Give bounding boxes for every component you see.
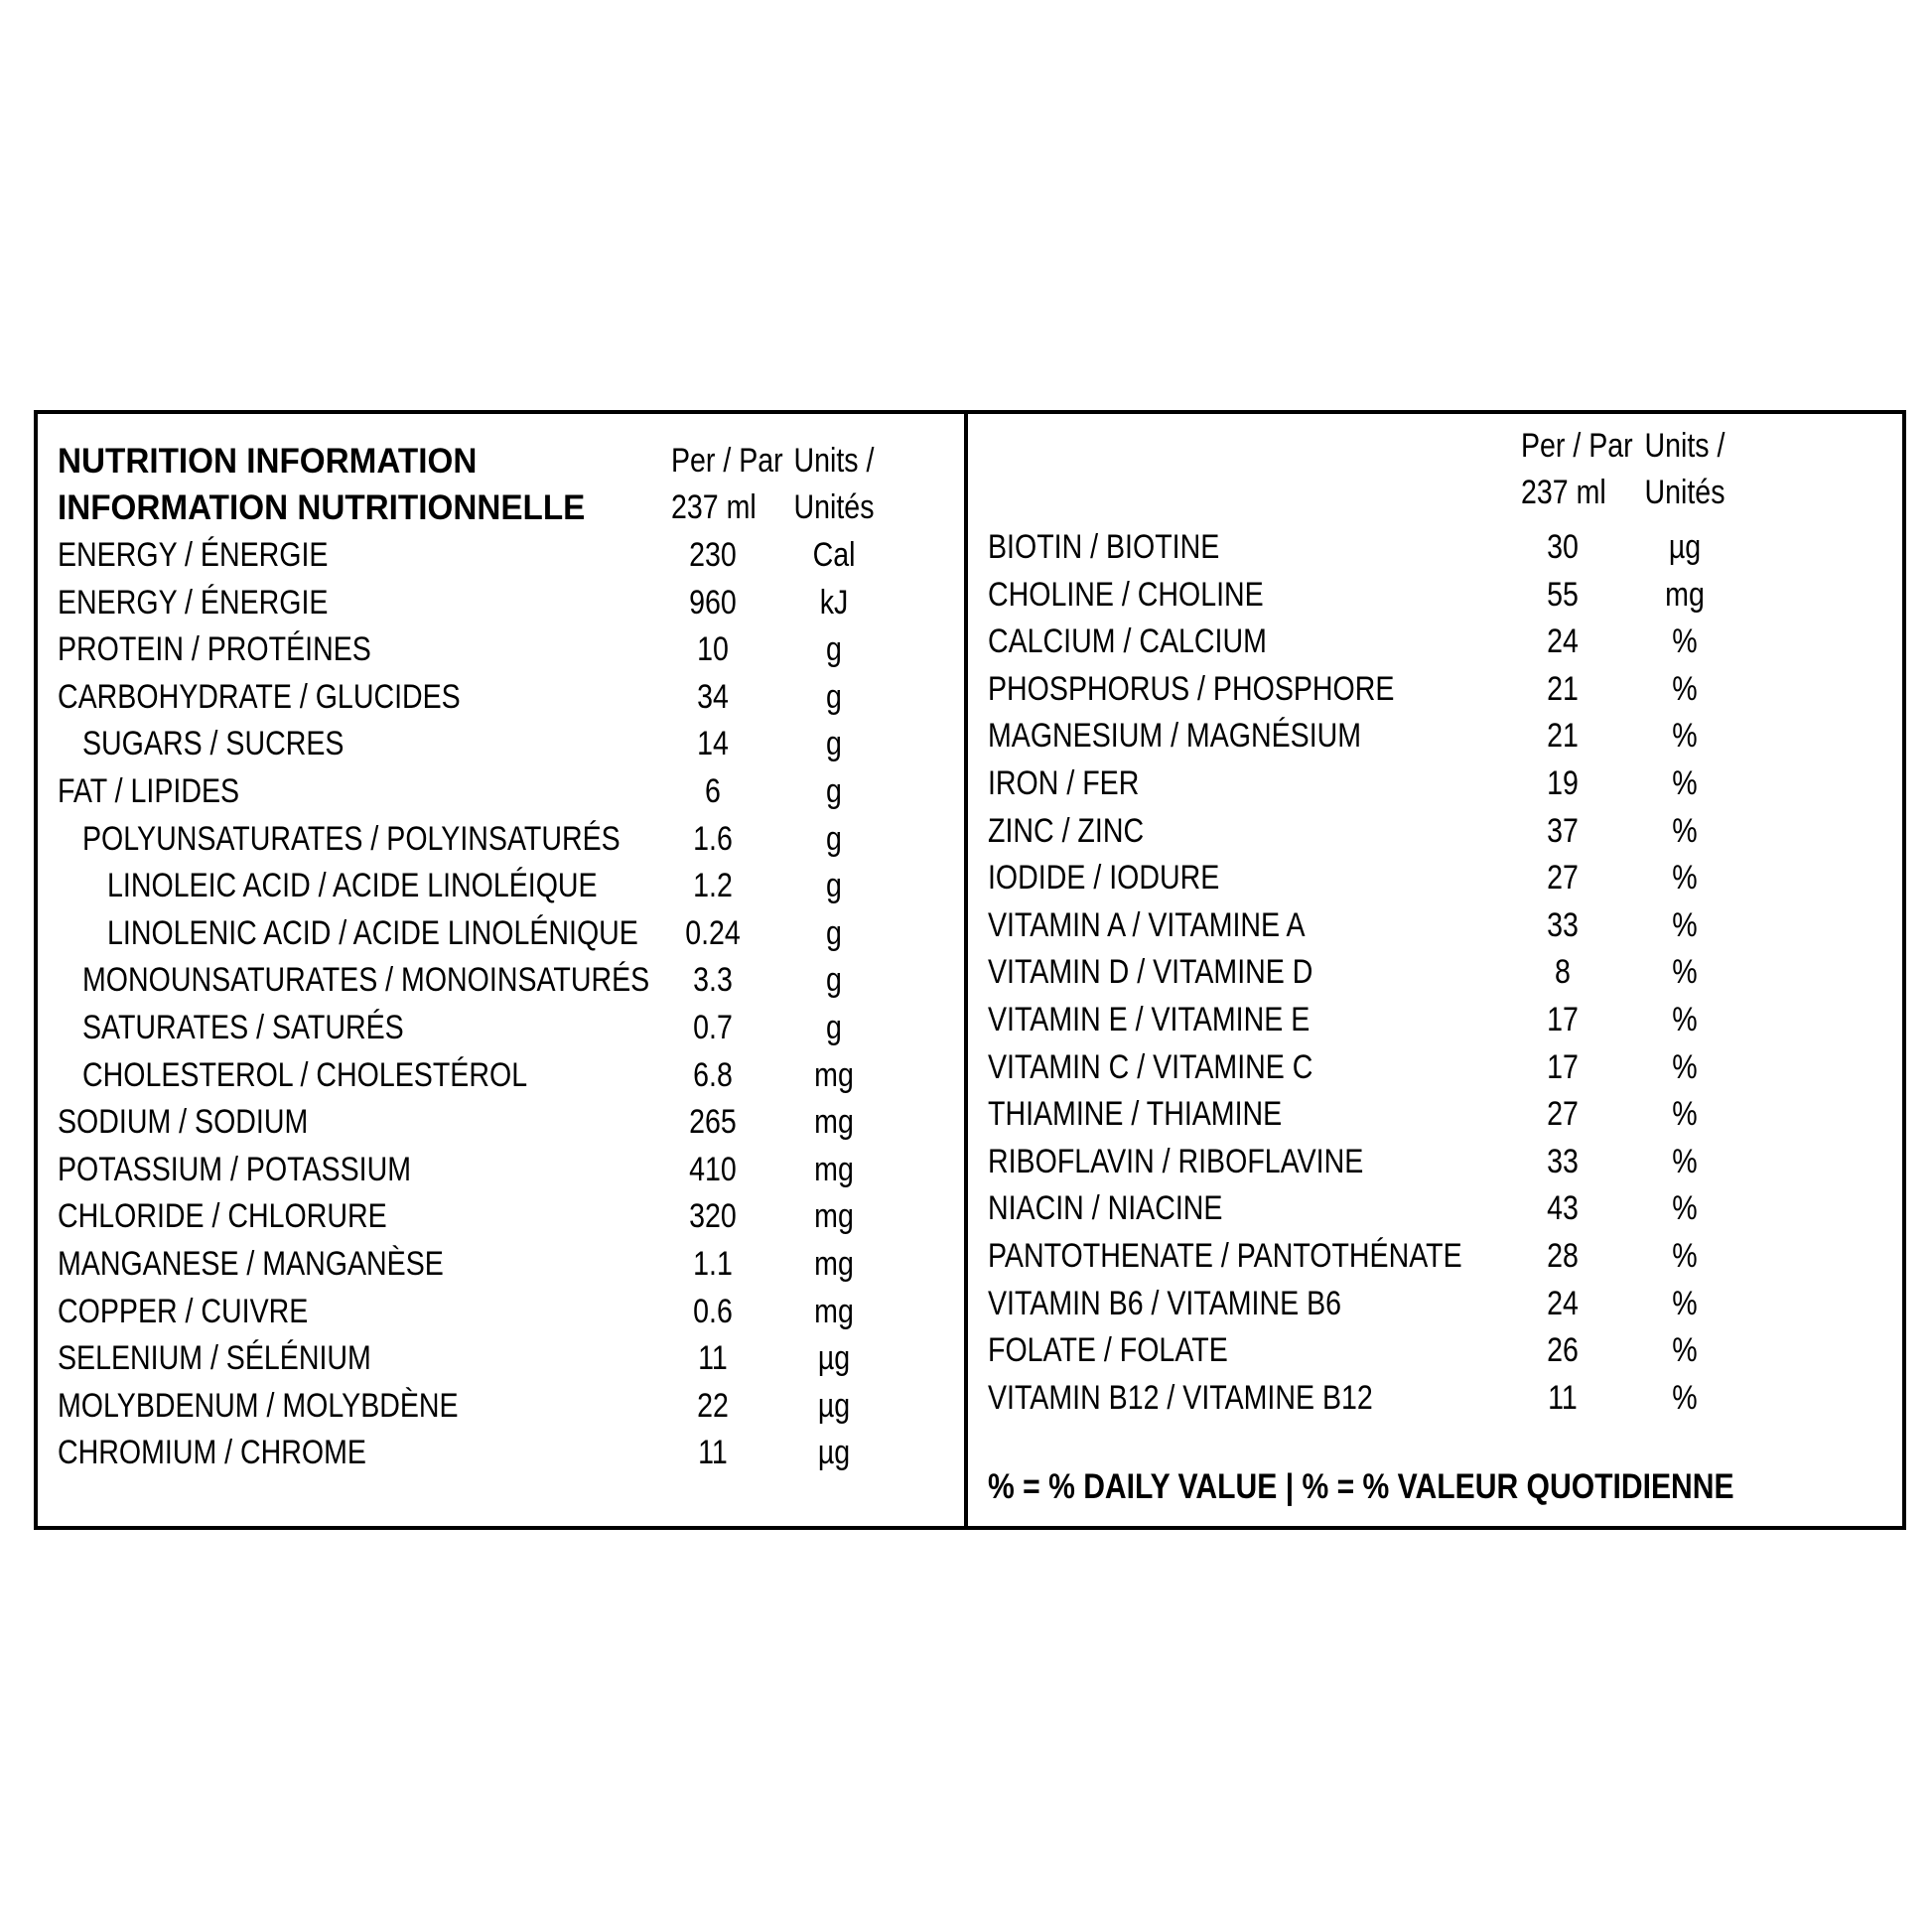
nutrient-value: 55 (1547, 575, 1579, 614)
nutrient-unit: mg (814, 1103, 854, 1142)
nutrient-value: 6.8 (693, 1055, 733, 1094)
nutrient-label: PROTEIN / PROTÉINES (58, 630, 371, 669)
title-english: NUTRITION INFORMATION (58, 442, 478, 481)
nutrient-unit: mg (814, 1245, 854, 1283)
nutrient-unit: g (826, 819, 842, 858)
nutrient-value: 0.6 (693, 1292, 733, 1330)
nutrient-unit: µg (1668, 528, 1702, 566)
nutrient-label: FOLATE / FOLATE (988, 1331, 1228, 1370)
nutrient-unit: mg (814, 1055, 854, 1094)
nutrient-label: MONOUNSATURATES / MONOINSATURÉS (82, 961, 650, 1000)
nutrient-unit: % (1672, 859, 1698, 897)
nutrient-label: CHROMIUM / CHROME (58, 1434, 366, 1472)
nutrient-unit: µg (817, 1434, 851, 1472)
nutrient-value: 34 (697, 677, 729, 716)
nutrient-unit: % (1672, 1142, 1698, 1180)
header-units-fr: Unités (793, 488, 875, 526)
header-units: Units / (793, 442, 875, 480)
nutrient-label: BIOTIN / BIOTINE (988, 528, 1220, 566)
nutrient-label: LINOLEIC ACID / ACIDE LINOLÉIQUE (107, 867, 598, 905)
nutrient-unit: g (826, 913, 842, 952)
nutrient-label: IRON / FER (988, 764, 1140, 802)
nutrient-unit: % (1672, 1237, 1698, 1275)
nutrient-value: 230 (689, 536, 737, 574)
nutrient-value: 28 (1547, 1237, 1579, 1275)
nutrient-unit: g (826, 677, 842, 716)
nutrient-label: VITAMIN E / VITAMINE E (988, 1001, 1311, 1038)
nutrient-value: 22 (697, 1386, 729, 1425)
nutrient-unit: % (1672, 764, 1698, 802)
nutrient-value: 3.3 (693, 961, 733, 1000)
nutrient-value: 8 (1555, 953, 1571, 992)
nutrient-label: SELENIUM / SÉLÉNIUM (58, 1339, 371, 1378)
nutrient-value: 1.2 (693, 867, 733, 905)
nutrient-value: 19 (1547, 764, 1579, 802)
header-per: Per / Par (1521, 427, 1633, 465)
nutrient-unit: % (1672, 717, 1698, 756)
title-french: INFORMATION NUTRITIONNELLE (58, 488, 586, 527)
nutrient-label: VITAMIN C / VITAMINE C (988, 1047, 1313, 1086)
nutrient-value: 33 (1547, 905, 1579, 944)
header-units: Units / (1644, 427, 1725, 465)
nutrient-unit: g (826, 867, 842, 905)
nutrient-value: 27 (1547, 1095, 1579, 1134)
nutrient-value: 6 (705, 772, 721, 810)
nutrient-label: IODIDE / IODURE (988, 859, 1220, 897)
nutrient-unit: % (1672, 1047, 1698, 1086)
header-units-fr: Unités (1644, 474, 1725, 511)
nutrient-label: CHOLESTEROL / CHOLESTÉROL (82, 1055, 528, 1094)
nutrient-label: POTASSIUM / POTASSIUM (58, 1150, 411, 1188)
nutrient-label: ENERGY / ÉNERGIE (58, 536, 329, 574)
nutrient-label: SUGARS / SUCRES (82, 725, 345, 763)
nutrient-value: 14 (697, 725, 729, 763)
nutrient-value: 33 (1547, 1142, 1579, 1180)
nutrient-label: VITAMIN A / VITAMINE A (988, 905, 1306, 944)
column-divider (964, 414, 968, 1526)
nutrient-value: 265 (689, 1103, 737, 1142)
nutrient-label: PANTOTHENATE / PANTOTHÉNATE (988, 1237, 1462, 1275)
header-amount: 237 ml (671, 488, 757, 526)
nutrition-panel (34, 410, 1906, 1530)
nutrient-unit: kJ (819, 583, 849, 621)
nutrient-unit: % (1672, 953, 1698, 992)
nutrient-value: 17 (1547, 1047, 1579, 1086)
nutrient-label: FAT / LIPIDES (58, 772, 240, 810)
nutrient-label: LINOLENIC ACID / ACIDE LINOLÉNIQUE (107, 913, 638, 952)
nutrient-unit: Cal (812, 536, 856, 574)
nutrient-value: 26 (1547, 1331, 1579, 1370)
nutrient-label: PHOSPHORUS / PHOSPHORE (988, 669, 1395, 708)
nutrient-label: SODIUM / SODIUM (58, 1103, 309, 1142)
nutrient-label: CALCIUM / CALCIUM (988, 622, 1267, 661)
nutrient-label: ENERGY / ÉNERGIE (58, 583, 329, 621)
nutrient-label: VITAMIN B6 / VITAMINE B6 (988, 1284, 1342, 1322)
nutrient-value: 11 (698, 1339, 728, 1378)
nutrient-label: MOLYBDENUM / MOLYBDÈNE (58, 1386, 459, 1425)
nutrient-value: 1.6 (693, 819, 733, 858)
nutrient-value: 0.24 (685, 913, 741, 952)
nutrient-value: 21 (1547, 717, 1579, 756)
nutrient-value: 320 (689, 1197, 737, 1236)
nutrient-unit: g (826, 772, 842, 810)
nutrient-unit: µg (817, 1339, 851, 1378)
nutrient-unit: µg (817, 1386, 851, 1425)
nutrient-value: 0.7 (693, 1009, 733, 1046)
nutrient-unit: g (826, 961, 842, 1000)
nutrient-value: 27 (1547, 859, 1579, 897)
nutrient-label: MAGNESIUM / MAGNÉSIUM (988, 717, 1362, 756)
nutrient-value: 30 (1547, 528, 1579, 566)
nutrient-label: NIACIN / NIACINE (988, 1189, 1223, 1228)
nutrient-unit: % (1672, 1378, 1698, 1417)
nutrient-unit: % (1672, 1284, 1698, 1322)
header-amount: 237 ml (1521, 474, 1606, 511)
nutrient-label: VITAMIN D / VITAMINE D (988, 953, 1313, 992)
nutrient-value: 43 (1547, 1189, 1579, 1228)
nutrient-label: POLYUNSATURATES / POLYINSATURÉS (82, 819, 621, 858)
nutrient-unit: g (826, 1009, 842, 1046)
header-per: Per / Par (671, 442, 783, 480)
nutrient-value: 960 (689, 583, 737, 621)
nutrient-value: 1.1 (693, 1245, 733, 1283)
nutrient-unit: g (826, 630, 842, 669)
nutrient-unit: % (1672, 1189, 1698, 1228)
nutrient-unit: % (1672, 1331, 1698, 1370)
nutrient-label: SATURATES / SATURÉS (82, 1009, 404, 1046)
nutrient-label: RIBOFLAVIN / RIBOFLAVINE (988, 1142, 1364, 1180)
nutrient-label: CARBOHYDRATE / GLUCIDES (58, 677, 461, 716)
nutrient-label: CHLORIDE / CHLORURE (58, 1197, 387, 1236)
nutrient-label: VITAMIN B12 / VITAMINE B12 (988, 1378, 1373, 1417)
nutrient-value: 37 (1547, 811, 1579, 850)
nutrient-value: 11 (698, 1434, 728, 1472)
nutrient-label: THIAMINE / THIAMINE (988, 1095, 1283, 1134)
nutrient-value: 21 (1547, 669, 1579, 708)
nutrient-value: 10 (697, 630, 729, 669)
nutrient-unit: mg (1665, 575, 1705, 614)
nutrient-unit: mg (814, 1150, 854, 1188)
nutrient-unit: % (1672, 905, 1698, 944)
nutrient-value: 11 (1548, 1378, 1578, 1417)
nutrient-label: CHOLINE / CHOLINE (988, 575, 1264, 614)
nutrient-value: 24 (1547, 622, 1579, 661)
nutrient-value: 410 (689, 1150, 737, 1188)
nutrient-value: 17 (1547, 1001, 1579, 1038)
nutrient-unit: % (1672, 622, 1698, 661)
nutrient-unit: mg (814, 1197, 854, 1236)
nutrient-unit: % (1672, 669, 1698, 708)
footnote: % = % DAILY VALUE | % = % VALEUR QUOTIDIENNE (988, 1467, 1734, 1506)
nutrient-label: MANGANESE / MANGANÈSE (58, 1245, 444, 1283)
nutrient-value: 24 (1547, 1284, 1579, 1322)
nutrient-label: COPPER / CUIVRE (58, 1292, 309, 1330)
nutrient-label: ZINC / ZINC (988, 811, 1145, 850)
nutrient-unit: % (1672, 811, 1698, 850)
nutrient-unit: % (1672, 1095, 1698, 1134)
nutrient-unit: % (1672, 1001, 1698, 1038)
nutrient-unit: mg (814, 1292, 854, 1330)
nutrient-unit: g (826, 725, 842, 763)
